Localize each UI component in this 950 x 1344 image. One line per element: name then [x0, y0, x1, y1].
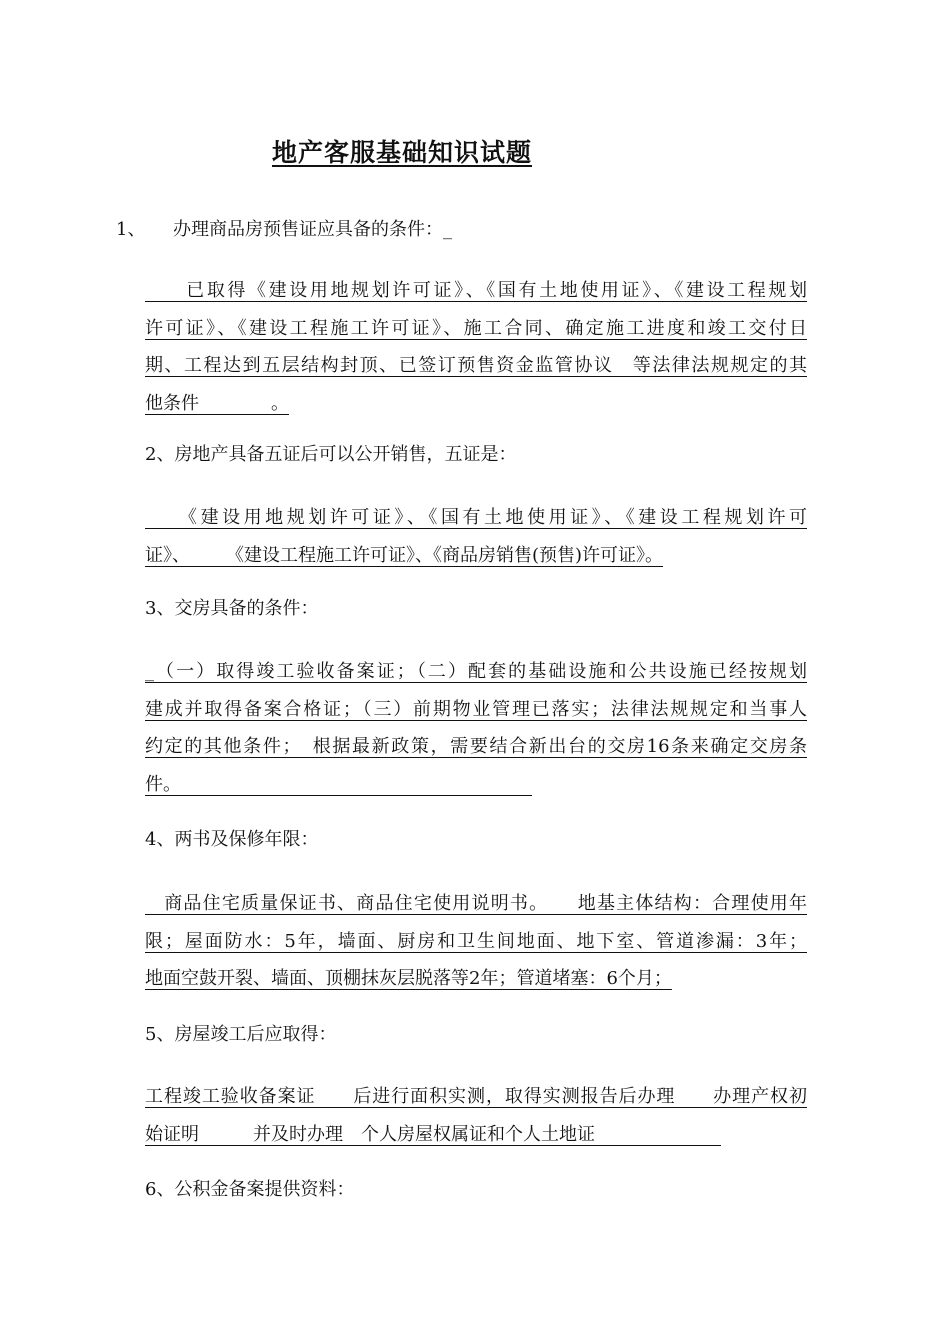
q4-answer-line: 限；屋面防水：5年，墙面、厨房和卫生间地面、地下室、管道渗漏：3年；: [145, 930, 807, 952]
q3-question: 3、交房具备的条件：: [145, 598, 319, 619]
q5-answer-line: 始证明 并及时办理 个人房屋权属证和个人土地证: [145, 1123, 721, 1145]
q4-question: 4、两书及保修年限：: [145, 829, 319, 850]
q3-answer-line: _（一）取得竣工验收备案证；（二）配套的基础设施和公共设施已经按规划: [145, 661, 807, 682]
q3-answer-line: 件。: [145, 773, 532, 795]
q1-answer-line: 已取得《建设用地规划许可证》、《国有土地使用证》、《建设工程规划: [145, 280, 807, 301]
q1-number: 1、: [116, 219, 146, 240]
q1-answer-line: 他条件 。: [145, 392, 289, 414]
q2-answer-line: 证》、 《建设工程施工许可证》、《商品房销售(预售)许可证》。: [145, 544, 664, 566]
q2-question: 2、房地产具备五证后可以公开销售，五证是：: [145, 444, 517, 465]
q1-answer-line: 期、工程达到五层结构封顶、已签订预售资金监管协议 等法律法规规定的其: [145, 355, 807, 376]
q3-answer: [145, 653, 807, 803]
q2-answer-line: 《建设用地规划许可证》、《国有土地使用证》、《建设工程规划许可: [145, 507, 807, 528]
q6-question: 6、公积金备案提供资料：: [145, 1179, 355, 1200]
q3-answer-line: 建成并取得备案合格证；（三）前期物业管理已落实；法律法规规定和当事人: [145, 698, 807, 720]
q2-answer: [145, 499, 807, 574]
q1-question: 办理商品房预售证应具备的条件：_: [173, 219, 452, 240]
q5-answer-line: 工程竣工验收备案证 后进行面积实测，取得实测报告后办理 办理产权初: [145, 1086, 807, 1107]
q5-question: 5、房屋竣工后应取得：: [145, 1024, 337, 1045]
q4-answer-line: 地面空鼓开裂、墙面、顶棚抹灰层脱落等2年；管道堵塞：6个月；: [145, 968, 672, 989]
q1-answer: [145, 272, 807, 422]
q4-answer: [145, 885, 807, 998]
q3-answer-line: 约定的其他条件； 根据最新政策，需要结合新出台的交房16条来确定交房条: [145, 736, 807, 757]
q4-answer-line: 商品住宅质量保证书、商品住宅使用说明书。 地基主体结构：合理使用年: [145, 893, 807, 914]
q1-answer-line: 许可证》、《建设工程施工许可证》、施工合同、确定施工进度和竣工交付日: [145, 317, 807, 339]
document-title: 地产客服基础知识试题: [272, 138, 533, 167]
q5-answer: [145, 1078, 807, 1153]
